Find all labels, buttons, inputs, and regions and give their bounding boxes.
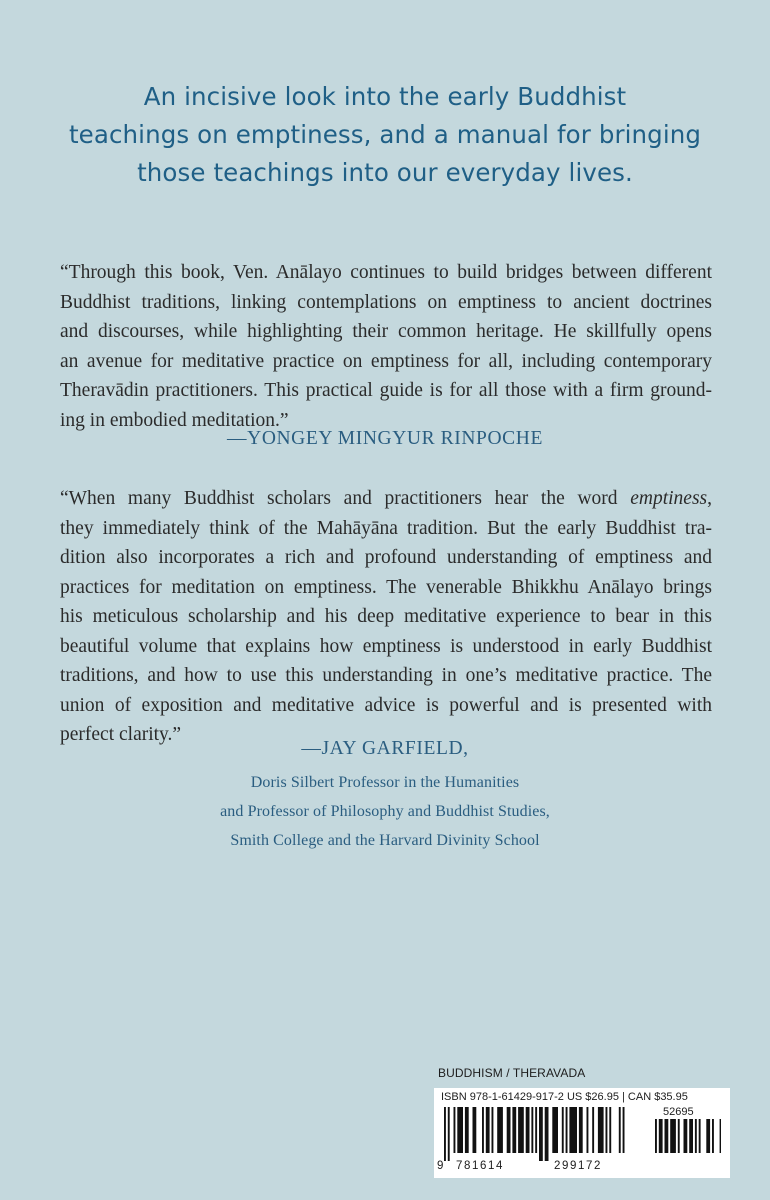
barcode-bar	[684, 1119, 688, 1153]
quote-line: dition also incorporates a rich and profound understanding of emptiness and	[60, 547, 712, 568]
quote-line: “Through this book, Ven. Anālayo continues to build bridges between different	[60, 262, 712, 283]
category-label: BUDDHISM / THERAVADA	[438, 1066, 586, 1080]
barcode-bar	[678, 1119, 680, 1153]
barcode-bar	[539, 1107, 543, 1161]
barcode-bar	[619, 1107, 621, 1153]
endorsement-quote-garfield	[60, 484, 712, 750]
quote-line: beautiful volume that explains how emptiness is understood in early Buddhist	[60, 635, 712, 657]
headline-line: An incisive look into the early Buddhist	[143, 82, 627, 111]
barcode-bar	[552, 1107, 558, 1153]
headline	[0, 78, 770, 192]
barcode-bar	[655, 1119, 657, 1153]
barcode-bar	[623, 1107, 625, 1153]
barcode-bar	[689, 1119, 693, 1153]
barcode-bar	[492, 1107, 494, 1153]
barcode-bar	[531, 1107, 533, 1153]
barcode-bar	[609, 1107, 611, 1153]
barcode-bar	[465, 1107, 469, 1153]
quote-line: practices for meditation on emptiness. The venerable Bhikkhu Anālayo brings	[60, 576, 712, 598]
barcode-bar	[569, 1107, 577, 1153]
quote-line: an avenue for meditative practice on emptiness for all, including contemporary	[60, 350, 712, 372]
barcode-bar	[497, 1107, 503, 1153]
barcode-bar	[579, 1107, 583, 1153]
quote-line: and discourses, while highlighting their common heritage. He skillfully opens	[60, 321, 712, 342]
quote-line: perfect clarity.”	[60, 724, 182, 745]
barcode-digits-right: 299172	[554, 1160, 602, 1172]
quote-line: ing in embodied meditation.”	[60, 409, 289, 431]
barcode-bar	[535, 1107, 537, 1153]
isbn-price-line: ISBN 978-1-61429-917-2 US $26.95 | CAN $35.95	[441, 1091, 688, 1103]
price-code: 52695	[663, 1106, 694, 1118]
barcode-bar	[598, 1107, 604, 1153]
attribution-garfield-name: —JAY GARFIELD,	[301, 738, 469, 759]
attribution-garfield-title: and Professor of Philosophy and Buddhist Studies,	[220, 803, 550, 820]
isbn-barcode	[444, 1107, 650, 1161]
quote-line: they immediately think of the Mahāyāna tradition. But the early Buddhist tra-	[60, 517, 712, 539]
quote-line: his meticulous scholarship and his deep meditative experience to bear in this	[60, 606, 712, 627]
barcode-bar	[562, 1107, 564, 1153]
barcode-bar	[473, 1107, 477, 1153]
barcode-bar	[526, 1107, 530, 1153]
barcode-bar	[665, 1119, 669, 1153]
barcode-bar	[448, 1107, 450, 1161]
quote-line: union of exposition and meditative advice is powerful and is presented with	[60, 694, 712, 716]
price-addon-barcode	[655, 1119, 721, 1161]
attribution-garfield-title: Smith College and the Harvard Divinity School	[230, 832, 540, 849]
barcode-bar	[457, 1107, 463, 1153]
quote-line: Theravādin practitioners. This practical guide is for all those with a firm ground-	[60, 380, 712, 401]
barcode-bar	[695, 1119, 697, 1153]
barcode-bar	[592, 1107, 594, 1153]
headline-line: those teachings into our everyday lives.	[137, 158, 633, 187]
barcode-bar	[566, 1107, 568, 1153]
barcode-bar	[587, 1107, 589, 1153]
emphasis-word: emptiness	[630, 488, 708, 509]
quote-line: traditions, and how to use this understanding in one’s meditative practice. The	[60, 665, 712, 686]
barcode-bar	[444, 1107, 446, 1161]
barcode-digit-lead: 9	[437, 1160, 444, 1172]
barcode-bar	[545, 1107, 549, 1161]
barcode-bar	[659, 1119, 663, 1153]
quote-line: “When many Buddhist scholars and practitioners hear the word emptiness,	[60, 488, 712, 509]
barcode-bar	[699, 1119, 701, 1153]
barcode-bar	[518, 1107, 524, 1153]
barcode-bar	[712, 1119, 714, 1153]
barcode-bar	[507, 1107, 511, 1153]
attribution-mingyur: —YONGEY MINGYUR RINPOCHE	[227, 428, 543, 449]
attribution-garfield-title: Doris Silbert Professor in the Humanities	[250, 774, 520, 791]
barcode-bar	[486, 1107, 490, 1153]
barcode-bar	[454, 1107, 456, 1153]
quote-line: Buddhist traditions, linking contemplations on emptiness to ancient doctrines	[60, 291, 712, 313]
barcode-bar	[512, 1107, 516, 1153]
barcode-bar	[606, 1107, 608, 1153]
barcode-box	[434, 1088, 730, 1178]
headline-line: teachings on emptiness, and a manual for bringing	[68, 120, 702, 149]
barcode-bar	[706, 1119, 710, 1153]
endorsement-quote-mingyur	[60, 258, 712, 435]
barcode-digits-left: 781614	[456, 1160, 504, 1172]
barcode-bar	[720, 1119, 721, 1153]
barcode-bar	[670, 1119, 676, 1153]
barcode-bar	[482, 1107, 484, 1153]
